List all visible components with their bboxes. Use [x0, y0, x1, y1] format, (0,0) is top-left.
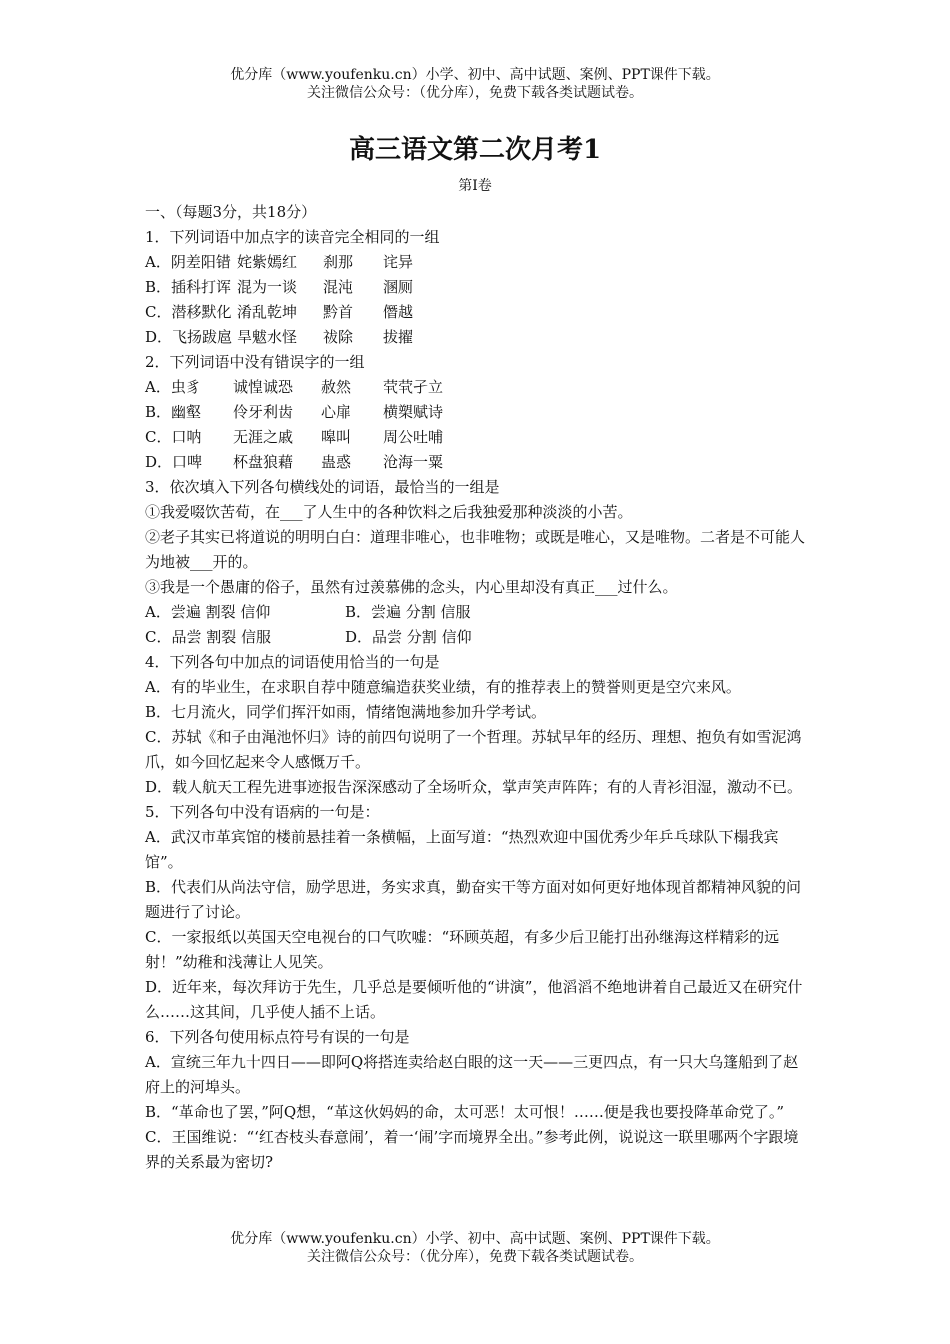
- q4-stem: 4．下列各句中加点的词语使用恰当的一句是: [145, 653, 440, 671]
- q3-option-a: A．尝遍 割裂 信仰: [145, 603, 271, 621]
- q2-word: 无涯之戚: [233, 428, 294, 446]
- q2-word: 嗥叫: [321, 428, 352, 446]
- q5-option-d: D．近年来，每次拜访于先生，几乎总是要倾听他的“讲演”，他滔滔不绝地讲着自己最近又在研究什么……这其间，几乎使人插不上话。: [145, 978, 803, 1021]
- q3-option-d: D．品尝 分割 信仰: [345, 628, 472, 646]
- q1-word: 姹紫嫣红: [237, 253, 298, 271]
- q3-options-cd: [145, 625, 810, 650]
- page-footer: [0, 1230, 950, 1266]
- q2-word: A．虫豸: [145, 378, 201, 396]
- q2-word: 茕茕孑立: [383, 378, 444, 396]
- header-line-1: 优分库（www.youfenku.cn）小学、初中、高中试题、案例、PPT课件下载。: [230, 67, 720, 83]
- q1-word: D．飞扬跋扈: [145, 328, 233, 346]
- q3-sentence-1: ①我爱啜饮苦荀，在___了人生中的各种饮料之后我独爱那种淡淡的小苦。: [145, 503, 633, 521]
- q2-word: 蛊惑: [321, 453, 352, 471]
- q5-option-a: A．武汉市革宾馆的楼前悬挂着一条横幅，上面写道：“热烈欢迎中国优秀少年乒乓球队下榻我宾馆”。: [145, 828, 779, 871]
- exam-body: [145, 200, 810, 1175]
- q2-option-row: [145, 450, 810, 475]
- q1-word: 淆乱乾坤: [237, 303, 298, 321]
- q1-word: 溷厕: [383, 278, 414, 296]
- q2-word: 沧海一粟: [383, 453, 444, 471]
- section-heading: 一、（每题3分，共18分）: [145, 203, 317, 221]
- q3-option-c: C．品尝 割裂 信服: [145, 628, 272, 646]
- q6-option-b: B．“革命也了罢，”阿Q想，“革这伙妈妈的命，太可恶！太可恨！……便是我也要投降革命党了。”: [145, 1103, 784, 1121]
- q2-word: 心扉: [321, 403, 352, 421]
- q1-word: A．阴差阳错: [145, 253, 231, 271]
- q1-word: 祓除: [323, 328, 354, 346]
- q1-stem: 1．下列词语中加点字的读音完全相同的一组: [145, 228, 440, 246]
- q1-option-row: [145, 325, 810, 350]
- q1-word: 僭越: [383, 303, 414, 321]
- q2-word: 周公吐哺: [383, 428, 444, 446]
- q3-sentence-3: ③我是一个愚庸的俗子，虽然有过羡慕佛的念头，内心里却没有真正___过什么。: [145, 578, 678, 596]
- q1-word: 拔擢: [383, 328, 414, 346]
- exam-subtitle: 第I卷: [458, 178, 492, 194]
- q1-word: 混沌: [323, 278, 354, 296]
- q1-word: 旱魃水怪: [237, 328, 298, 346]
- q2-word: C．口呐: [145, 428, 202, 446]
- q2-word: D．口啤: [145, 453, 203, 471]
- q3-sentence-2: ②老子其实已将道说的明明白白：道理非唯心，也非唯物；或既是唯心，又是唯物。二者是不可能人为地被___开的。: [145, 528, 806, 571]
- exam-title: 高三语文第二次月考1: [348, 135, 602, 165]
- q5-option-b: B．代表们从尚法守信，励学思进，务实求真，勤奋实干等方面对如何更好地体现首都精神风貌的问题进行了讨论。: [145, 878, 802, 921]
- q1-option-row: [145, 250, 810, 275]
- q1-word: B．插科打诨: [145, 278, 232, 296]
- page-header: [0, 66, 950, 102]
- q6-option-c: C．王国维说：“‘红杏枝头春意闹’，着一‘闹’字而境界全出。”参考此例，说说这一联里哪两个字跟境界的关系最为密切?: [145, 1128, 799, 1171]
- q1-word: 混为一谈: [237, 278, 298, 296]
- q2-word: B．幽壑: [145, 403, 202, 421]
- q2-option-row: [145, 400, 810, 425]
- q3-stem: 3．依次填入下列各句横线处的词语，最恰当的一组是: [145, 478, 500, 496]
- q1-word: 诧异: [383, 253, 414, 271]
- q6-option-a: A．宣统三年九十四日——即阿Q将搭连卖给赵白眼的这一天——三更四点，有一只大乌篷船到了赵府上的河埠头。: [145, 1053, 799, 1096]
- q2-word: 赦然: [321, 378, 352, 396]
- q4-option-d: D．载人航天工程先进事迹报告深深感动了全场听众，掌声笑声阵阵；有的人青衫泪湿，激动不已。: [145, 778, 803, 796]
- q2-option-row: [145, 425, 810, 450]
- q2-stem: 2．下列词语中没有错误字的一组: [145, 353, 365, 371]
- q2-word: 横槊赋诗: [383, 403, 444, 421]
- q4-option-a: A．有的毕业生，在求职自荐中随意编造获奖业绩，有的推荐表上的赞誉则更是空穴来风。: [145, 678, 741, 696]
- header-line-2: 关注微信公众号：（优分库），免费下载各类试题试卷。: [307, 85, 643, 101]
- footer-line-2: 关注微信公众号：（优分库），免费下载各类试题试卷。: [307, 1249, 643, 1265]
- q4-option-c: C．苏轼《和子由渑池怀归》诗的前四句说明了一个哲理。苏轼早年的经历、理想、抱负有如雪泥鸿爪，如今回忆起来令人感慨万千。: [145, 728, 802, 771]
- q2-word: 杯盘狼藉: [233, 453, 294, 471]
- q3-option-b: B．尝遍 分割 信服: [345, 603, 471, 621]
- q6-stem: 6．下列各句使用标点符号有误的一句是: [145, 1028, 410, 1046]
- q1-word: 刹那: [323, 253, 354, 271]
- q5-stem: 5．下列各句中没有语病的一句是：: [145, 803, 380, 821]
- q2-word: 诚惶诚恐: [233, 378, 294, 396]
- q1-option-row: [145, 275, 810, 300]
- q5-option-c: C．一家报纸以英国天空电视台的口气吹嘘：“环顾英超，有多少后卫能打出孙继海这样精彩的远射！”幼稚和浅薄让人见笑。: [145, 928, 780, 971]
- q2-option-row: [145, 375, 810, 400]
- q3-options-ab: [145, 600, 810, 625]
- q1-word: C．潜移默化: [145, 303, 232, 321]
- q1-option-row: [145, 300, 810, 325]
- q2-word: 伶牙利齿: [233, 403, 294, 421]
- q4-option-b: B．七月流火，同学们挥汗如雨，情绪饱满地参加升学考试。: [145, 703, 547, 721]
- q1-word: 黔首: [323, 303, 354, 321]
- footer-line-1: 优分库（www.youfenku.cn）小学、初中、高中试题、案例、PPT课件下载。: [230, 1231, 720, 1247]
